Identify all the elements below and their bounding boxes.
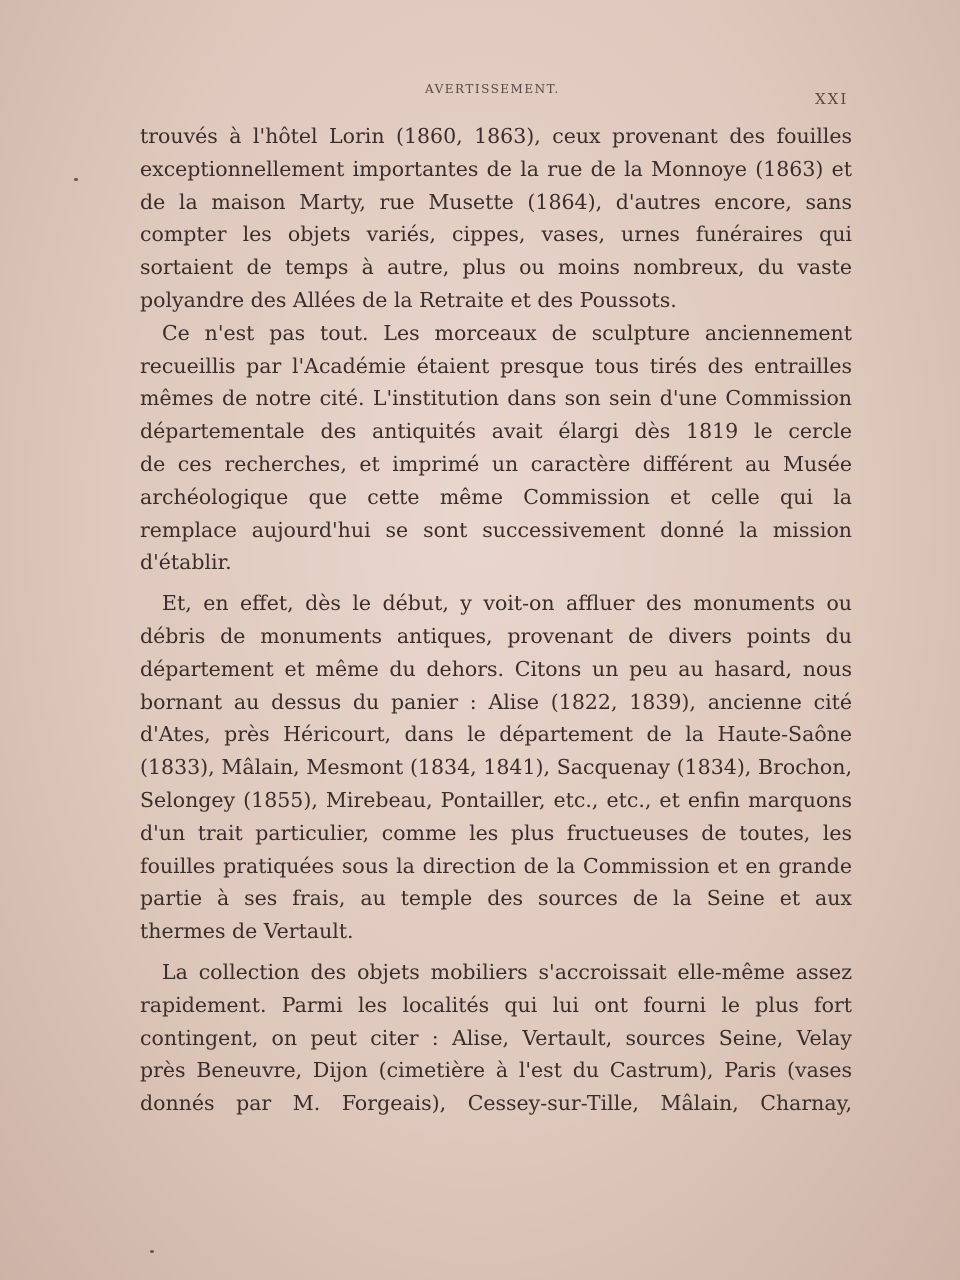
page-number: XXI [815, 90, 849, 108]
text-line: contingent, on peut citer : Alise, Vertault, sources Seine, Velay [140, 1025, 852, 1050]
text-line: Selongey (1855), Mirebeau, Pontailler, etc., etc., et enfin marquons [140, 787, 852, 812]
paper-speck [74, 178, 78, 181]
text-line: Ce n'est pas tout. Les morceaux de sculpture anciennement [162, 320, 852, 345]
text-line: de la maison Marty, rue Musette (1864), d'autres encore, sans [140, 189, 852, 214]
text-line: (1833), Mâlain, Mesmont (1834, 1841), Sacquenay (1834), Brochon, [140, 755, 852, 780]
text-line: d'Ates, près Héricourt, dans le département de la Haute-Saône [140, 722, 852, 747]
text-line: bornant au dessus du panier : Alise (1822, 1839), ancienne cité [140, 689, 852, 714]
text-line: donnés par M. Forgeais), Cessey-sur-Tille, Mâlain, Charnay, [140, 1091, 852, 1116]
text-line: près Beneuvre, Dijon (cimetière à l'est du Castrum), Paris (vases [140, 1058, 852, 1083]
text-line: thermes de Vertault. [140, 919, 354, 944]
paper-speck [150, 1250, 154, 1253]
text-line: recueillis par l'Académie étaient presque tous tirés des entrailles [140, 353, 852, 378]
body-text [140, 120, 852, 1120]
text-line: exceptionnellement importantes de la rue de la Monnoye (1863) et [140, 156, 852, 181]
text-line: fouilles pratiquées sous la direction de la Commission et en grande [140, 853, 852, 878]
text-line: rapidement. Parmi les localités qui lui ont fourni le plus fort [140, 992, 852, 1017]
text-line: La collection des objets mobiliers s'accroissait elle-même assez [162, 959, 852, 984]
text-line: de ces recherches, et imprimé un caractère différent au Musée [140, 451, 852, 476]
text-line: mêmes de notre cité. L'institution dans son sein d'une Commission [140, 386, 852, 411]
text-line: partie à ses frais, au temple des sources de la Seine et aux [140, 886, 852, 911]
text-line: débris de monuments antiques, provenant de divers points du [140, 623, 852, 648]
text-line: Et, en effet, dès le début, y voit-on affluer des monuments ou [162, 591, 852, 616]
text-line: compter les objets variés, cippes, vases, urnes funéraires qui [140, 222, 852, 247]
text-line: remplace aujourd'hui se sont successivement donné la mission [140, 517, 852, 542]
running-title: AVERTISSEMENT. [425, 82, 560, 96]
text-line: départementale des antiquités avait élargi dès 1819 le cercle [140, 419, 852, 444]
text-line: polyandre des Allées de la Retraite et des Poussots. [140, 287, 677, 312]
text-line: archéologique que cette même Commission et celle qui la [140, 484, 852, 509]
text-line: département et même du dehors. Citons un peu au hasard, nous [140, 656, 852, 681]
paragraph-spacer [140, 579, 852, 587]
paragraph-2 [140, 317, 852, 579]
text-line: trouvés à l'hôtel Lorin (1860, 1863), ceux provenant des fouilles [140, 124, 852, 148]
paragraph-1 [140, 120, 852, 317]
paragraph-4 [140, 956, 852, 1120]
text-line: sortaient de temps à autre, plus ou moins nombreux, du vaste [140, 255, 852, 280]
paragraph-3 [140, 587, 852, 948]
text-line: d'établir. [140, 550, 232, 575]
text-line: d'un trait particulier, comme les plus fructueuses de toutes, les [140, 820, 852, 845]
paragraph-spacer [140, 948, 852, 956]
